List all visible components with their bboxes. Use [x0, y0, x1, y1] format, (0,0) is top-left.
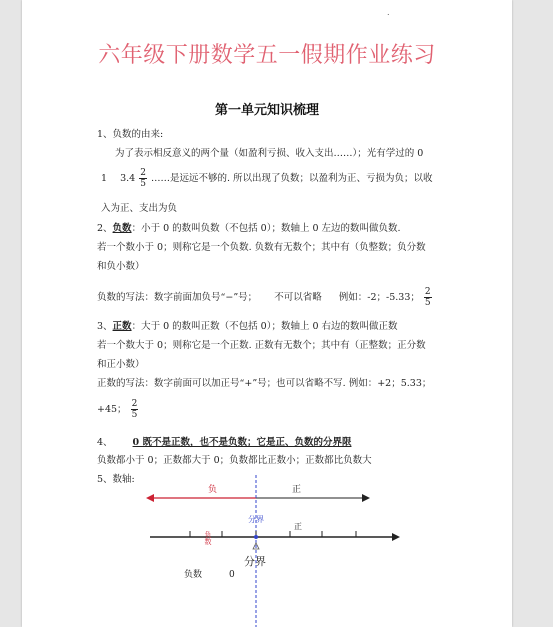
- s1-fraction: [139, 168, 147, 189]
- page-title: 六年级下册数学五一假期作业练习: [98, 43, 436, 68]
- s1-frac-num: 2: [140, 168, 146, 178]
- boundary-small-label: 分界: [248, 515, 264, 524]
- upper-axis-left-arrow: [146, 494, 154, 502]
- s2-fraction: [424, 287, 432, 308]
- zero-point: [254, 535, 258, 539]
- s2-omit: 不可以省略: [274, 292, 322, 303]
- s3-prefix: 3、: [97, 321, 113, 332]
- s2-write-text: 负数的写法：数字前面加负号“−”号；: [97, 292, 258, 303]
- s2-def: ：小于 0 的数叫负数（不包括 0）；数轴上 0 左边的数叫做负数.: [131, 223, 401, 234]
- s4-text: 0 既不是正数，也不是负数；它是正、负数的分界限: [132, 437, 352, 448]
- s3-ex2-text: +45；: [97, 404, 127, 415]
- s4-heading: [97, 434, 351, 448]
- s2-write: [97, 287, 433, 308]
- negative-label: 负: [208, 485, 218, 495]
- negative-mark-label: 负数: [204, 531, 212, 545]
- s3-line2: 若一个数大于 0；则称它是一个正数. 正数有无数个；其中有（正整数；正分数: [97, 340, 426, 351]
- s2-example: 例如：-2；-5.33；: [338, 292, 420, 303]
- positive-label: 正: [292, 485, 302, 495]
- s3-fraction: [131, 399, 139, 420]
- boundary-big-label: 分界: [244, 555, 266, 568]
- s2-line2: 若一个数小于 0；则称它是一个负数. 负数有无数个；其中有（负整数；负分数: [97, 242, 426, 253]
- s3-heading: [97, 318, 398, 332]
- s3-def: ：大于 0 的数叫正数（不包括 0）；数轴上 0 右边的数叫做正数: [131, 321, 398, 332]
- s5-heading: 5、数轴:: [97, 474, 135, 485]
- s2-line3: 和负小数）: [97, 261, 145, 272]
- s3-frac-num: 2: [131, 399, 138, 409]
- s1-line3-text: ……是远远不够的. 所以出现了负数；以盈利为正、亏损为负；以收: [150, 173, 433, 184]
- s1-body: 为了表示相反意义的两个量（如盈利亏损、收入支出……）；光有学过的 0: [115, 148, 424, 159]
- s2-frac-num: 2: [424, 287, 431, 297]
- zero-label: 0: [229, 570, 235, 580]
- s1-line3: [101, 168, 433, 189]
- s1-line4: 入为正、支出为负: [101, 203, 178, 214]
- s3-term: 正数: [112, 321, 132, 332]
- s4-prefix: 4、: [97, 437, 113, 448]
- s3-frac-den: 5: [131, 410, 138, 420]
- s3-example2: [97, 399, 139, 420]
- negative-number-label: 负数: [184, 570, 203, 580]
- positive-mark-label: 正: [294, 522, 302, 531]
- s2-heading: [97, 220, 401, 234]
- s1-num-1: 1: [101, 173, 108, 184]
- s3-write: 正数的写法：数字前面可以加正号“+”号；也可以省略不写. 例如：+2；5.33；: [97, 378, 432, 389]
- page-mark: .: [387, 8, 390, 17]
- s2-prefix: 2、: [97, 223, 113, 234]
- document-page: [22, 0, 512, 627]
- s4-line2: 负数都小于 0；正数都大于 0；负数都比正数小；正数都比负数大: [97, 455, 372, 466]
- lower-axis-arrow: [392, 533, 400, 541]
- number-line-diagram: [22, 467, 512, 627]
- s3-line3: 和正小数）: [97, 359, 145, 370]
- upper-axis-right-arrow: [362, 494, 370, 502]
- s1-num-34: 3.4: [120, 173, 136, 184]
- s2-term: 负数: [112, 223, 132, 234]
- s1-frac-den: 5: [140, 179, 146, 189]
- unit-title: 第一单元知识梳理: [214, 103, 319, 118]
- s1-heading: 1、负数的由来:: [97, 129, 164, 140]
- s2-frac-den: 5: [424, 298, 431, 308]
